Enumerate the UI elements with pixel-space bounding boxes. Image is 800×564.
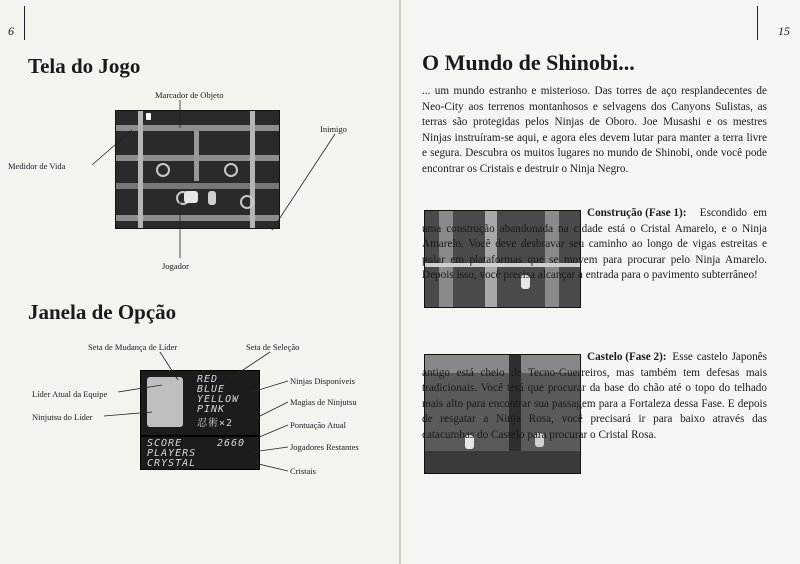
enemy-sprite bbox=[208, 191, 216, 205]
stage1-text: Escondido em uma construção abandonada na cidade está o Cristal Amarelo, e o Ninja Amarelo. Você deve desbravar seu caminho ao longo de vigas estreitas e pular em plataformas que se movem para procurar pelo Ninja Amarelo. Depois isso, você precisa alcançar a entrada para o pavimento subterrâneo! bbox=[422, 207, 767, 282]
stage1-heading: Construção (Fase 1): bbox=[587, 207, 687, 219]
ninjutsu-count: 忍術×2 bbox=[197, 418, 234, 429]
available-ninjas-label: Ninjas Disponíveis bbox=[290, 376, 355, 386]
left-page bbox=[0, 0, 399, 564]
intro-paragraph: ... um mundo estranho e misterioso. Das torres de aço resplandecentes de Neo-City aos terrenos montanhosos e selvagens dos Canyons Sulistas, as terras são protegidas pelos Ninjas de Oboro. Joe Musashi e os mestres Ninjas instruíram-se aqui, e agora eles devem lutar para manter a terra livre e segura. Descubra os muitos lugares no mundo de Shinobi, onde você pode encontrar os Cristais e destruir o Ninja Negro. bbox=[422, 85, 767, 175]
leader-portrait bbox=[147, 377, 183, 427]
page-rule-right bbox=[757, 6, 758, 40]
ninjutsu-magic-label: Magias de Ninjutsu bbox=[290, 397, 357, 407]
stage2-text: Esse castelo Japonês antigo está cheio de Tecno-Guerreiros, mas também tem defesas mais tradicionais. Você terá que procurar da base do chão até o topo do telhado mais alto para encontrar sua passagem para a Fortaleza dessa Fase. E depois de resgatar a Ninja Rosa, você precisará ir para baixo através das catacumbas do Castelo para procurar o Cristal Rosa. bbox=[422, 351, 767, 441]
game-screen-title: Tela do Jogo bbox=[28, 54, 141, 78]
page-number-left: 6 bbox=[8, 24, 14, 38]
crystal-label: CRYSTAL bbox=[147, 458, 197, 469]
selection-arrow-label: Seta de Seleção bbox=[246, 342, 300, 352]
player-sprite bbox=[184, 191, 198, 203]
world-title: O Mundo de Shinobi... bbox=[422, 50, 635, 75]
game-screenshot bbox=[115, 110, 280, 229]
crystals-label: Cristais bbox=[290, 466, 316, 476]
leader-change-arrow-label: Seta de Mudança de Líder bbox=[88, 342, 178, 352]
page-number-right: 15 bbox=[778, 24, 790, 38]
current-leader-label: Líder Atual da Equipe bbox=[32, 389, 108, 399]
page-rule-left bbox=[24, 6, 25, 40]
option-window-panel bbox=[140, 370, 260, 436]
status-panel bbox=[140, 436, 260, 470]
current-score-label: Pontuação Atual bbox=[290, 420, 346, 430]
item-marker-label: Marcador de Objeto bbox=[155, 90, 224, 100]
ninja-option-red: RED bbox=[197, 374, 219, 385]
ninja-option-pink: PINK bbox=[197, 404, 226, 415]
score-value: 2660 bbox=[217, 438, 246, 449]
ninja-option-yellow: YELLOW bbox=[197, 394, 240, 405]
score-label: SCORE bbox=[147, 438, 183, 449]
option-window-title: Janela de Opção bbox=[28, 300, 177, 324]
stage2-heading: Castelo (Fase 2): bbox=[587, 351, 667, 363]
life-meter-label: Medidor de Vida bbox=[8, 161, 66, 171]
enemy-label: Inimigo bbox=[320, 124, 347, 134]
right-page bbox=[401, 0, 800, 564]
player-label: Jogador bbox=[162, 261, 189, 271]
players-label: PLAYERS bbox=[147, 448, 197, 459]
ninja-option-blue: BLUE bbox=[197, 384, 226, 395]
remaining-players-label: Jogadores Restantes bbox=[290, 442, 359, 452]
leader-ninjutsu-label: Ninjutsu do Líder bbox=[32, 412, 93, 422]
